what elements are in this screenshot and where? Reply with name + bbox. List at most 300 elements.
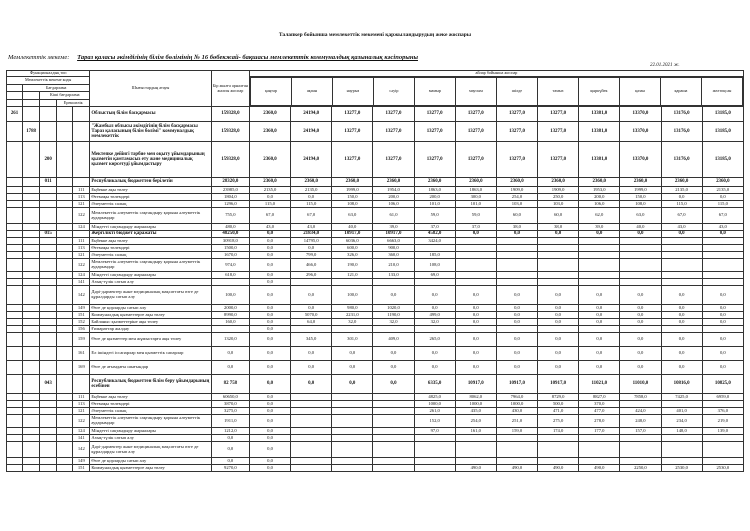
hdr-expense-name: Шығыстардың атауы [90, 71, 211, 107]
month-value-cell: 13370,0 [620, 122, 661, 142]
month-value-cell [414, 245, 455, 252]
month-value-cell: 0,0 [538, 286, 579, 305]
month-value-cell: 0,0 [414, 361, 455, 375]
month-value-cell: 7964,0 [496, 394, 537, 401]
month-value-cell: 0,0 [702, 286, 743, 305]
specifics-cell: 141 [73, 435, 90, 442]
month-value-cell [332, 442, 373, 458]
functional-group-cell [7, 442, 23, 458]
program-cell [40, 428, 57, 435]
specifics-cell: 151 [73, 312, 90, 319]
month-value-cell: 0,0 [702, 312, 743, 319]
institution-code-cell [23, 201, 40, 208]
month-value-cell: 32,0 [332, 319, 373, 326]
annual-total-cell: 1320,0 [211, 333, 249, 347]
expense-name-cell: Дәрі-дәрмектер және медициналық мақсаттағы өзге де құралдарды сатып алу [90, 442, 211, 458]
month-value-cell: 2360,0 [455, 178, 496, 187]
annual-total-cell: 28320,0 [211, 178, 249, 187]
expense-name-cell: Міндетті сақтандыру жарналары [90, 224, 211, 231]
month-value-cell: 2360,0 [249, 178, 290, 187]
month-value-cell: 0,0 [249, 442, 290, 458]
table-row [7, 401, 744, 408]
table-row [7, 305, 744, 312]
program-cell [40, 312, 57, 319]
subprogram-cell [57, 435, 73, 442]
month-value-cell [373, 394, 414, 401]
functional-group-cell [7, 312, 23, 319]
month-value-cell: 0,0 [249, 394, 290, 401]
month-value-cell [373, 401, 414, 408]
subprogram-cell [57, 279, 73, 286]
month-value-cell: 0,0 [620, 347, 661, 361]
month-value-cell: 200,0 [373, 194, 414, 201]
subprogram-cell [57, 415, 73, 428]
month-value-cell [496, 326, 537, 333]
month-value-cell [291, 442, 332, 458]
subprogram-cell [57, 458, 73, 465]
expense-name-cell: Әлеуметтік салық [90, 201, 211, 208]
month-value-cell: 490,0 [579, 465, 620, 472]
specifics-cell: 156 [73, 326, 90, 333]
table-row [7, 333, 744, 347]
month-value-cell: 2360,0 [249, 122, 290, 142]
month-value-cell [414, 458, 455, 465]
month-value-cell [496, 252, 537, 259]
table-row [7, 252, 744, 259]
institution-code-cell: 1788 [23, 122, 40, 142]
month-value-cell: 200,0 [579, 194, 620, 201]
program-cell: 200 [40, 142, 57, 178]
month-value-cell: 4825,0 [414, 394, 455, 401]
month-value-cell: 38,0 [538, 224, 579, 231]
institution-code-cell [23, 272, 40, 279]
month-value-cell: 1999,0 [332, 187, 373, 194]
month-value-cell: 0,0 [414, 347, 455, 361]
institution-code-cell [23, 401, 40, 408]
table-row [7, 245, 744, 252]
month-value-cell [291, 415, 332, 428]
month-value-cell: 0,0 [249, 312, 290, 319]
program-cell [40, 122, 57, 142]
month-value-cell [538, 259, 579, 272]
functional-group-cell [7, 187, 23, 194]
specifics-cell: 121 [73, 201, 90, 208]
month-value-cell [661, 259, 702, 272]
month-value-cell [702, 435, 743, 442]
month-value-cell [496, 435, 537, 442]
annual-total-cell: 9270,0 [211, 465, 249, 472]
expense-name-cell: Коммуналдық қызметтерге ақы төлеу [90, 465, 211, 472]
month-value-cell: 32,0 [414, 319, 455, 326]
table-row [7, 194, 744, 201]
month-value-cell: 0,0 [661, 361, 702, 375]
month-value-cell: 6959,0 [702, 394, 743, 401]
table-row [7, 231, 744, 238]
month-value-cell: 0,0 [620, 333, 661, 347]
hdr-institution-code: Мемлекеттік мекеме коды [7, 77, 90, 85]
month-value-cell [291, 408, 332, 415]
specifics-cell: 149 [73, 458, 90, 465]
annual-total-cell: 480,0 [211, 224, 249, 231]
expense-name-cell: Облыстың білім басқармасы [90, 107, 211, 122]
month-value-cell: 0,0 [373, 347, 414, 361]
subprogram-cell [57, 312, 73, 319]
table-row [7, 415, 744, 428]
subprogram-cell [57, 245, 73, 252]
month-value-cell [538, 272, 579, 279]
institution-code-cell [23, 326, 40, 333]
month-value-cell: 409,0 [373, 333, 414, 347]
month-value-cell: 150,0 [620, 194, 661, 201]
month-value-cell [579, 458, 620, 465]
month-value-cell [702, 326, 743, 333]
hdr-month: мамыр [414, 78, 455, 106]
table-row [7, 442, 744, 458]
annual-total-cell: 30918,0 [211, 238, 249, 245]
month-value-cell: 0,0 [249, 401, 290, 408]
month-value-cell: 2360,0 [249, 142, 290, 178]
month-value-cell [373, 326, 414, 333]
subprogram-cell [57, 465, 73, 472]
month-value-cell: 0,0 [249, 286, 290, 305]
table-row [7, 259, 744, 272]
month-value-cell: 0,0 [496, 319, 537, 326]
annual-total-cell: 82 758 [211, 375, 249, 394]
subprogram-cell [57, 401, 73, 408]
functional-group-cell [7, 201, 23, 208]
month-value-cell: 108,0 [414, 259, 455, 272]
functional-group-cell: 261 [7, 107, 23, 122]
program-cell [40, 252, 57, 259]
month-value-cell [579, 245, 620, 252]
table-row [7, 224, 744, 231]
hdr-months-group: айлар бойынша жоспар [249, 71, 743, 77]
program-cell [40, 245, 57, 252]
annual-total-cell: 1296,0 [211, 201, 249, 208]
table-row [7, 178, 744, 187]
month-value-cell: 0,0 [538, 361, 579, 375]
month-value-cell: 0,0 [620, 286, 661, 305]
table-row [7, 208, 744, 224]
functional-group-cell [7, 279, 23, 286]
functional-group-cell [7, 208, 23, 224]
table-row [7, 312, 744, 319]
month-value-cell [538, 252, 579, 259]
annual-total-cell [211, 326, 249, 333]
month-value-cell: 251,0 [496, 415, 537, 428]
month-value-cell: 13176,0 [661, 107, 702, 122]
annual-total-cell: 0,0 [211, 435, 249, 442]
functional-group-cell [7, 428, 23, 435]
program-cell [40, 361, 57, 375]
month-value-cell: 0,0 [291, 194, 332, 201]
specifics-cell [73, 178, 90, 187]
month-value-cell: 2360,0 [291, 178, 332, 187]
month-value-cell [661, 401, 702, 408]
month-value-cell: 157,0 [620, 428, 661, 435]
hdr-month: шілде [496, 78, 537, 106]
institution-code-cell [23, 312, 40, 319]
month-value-cell [620, 245, 661, 252]
program-cell: 015 [40, 231, 57, 238]
month-value-cell: 2231,0 [332, 312, 373, 319]
month-value-cell: 10825,0 [702, 375, 743, 394]
program-cell [40, 187, 57, 194]
table-row [7, 465, 744, 472]
month-value-cell: 0,0 [332, 361, 373, 375]
month-value-cell [702, 458, 743, 465]
expense-name-cell: Еңбекке ақы төлеу [90, 187, 211, 194]
program-cell [40, 208, 57, 224]
expense-name-cell: Өзге де ағымдағы шығындар [90, 361, 211, 375]
month-value-cell: 38,0 [496, 224, 537, 231]
month-value-cell: 161,0 [455, 428, 496, 435]
month-value-cell: 37,0 [414, 224, 455, 231]
month-value-cell: 43,0 [291, 224, 332, 231]
month-value-cell [496, 442, 537, 458]
expense-name-cell: Өтемақы төлемдері [90, 401, 211, 408]
financing-plan-table [6, 70, 744, 472]
month-value-cell: 250,0 [538, 194, 579, 201]
program-cell [40, 238, 57, 245]
month-value-cell: 174,0 [538, 428, 579, 435]
institution-code-cell [23, 252, 40, 259]
month-value-cell: 13176,0 [661, 122, 702, 142]
specifics-cell: 142 [73, 286, 90, 305]
expense-name-cell: Өтемақы төлемдері [90, 194, 211, 201]
month-value-cell: 10917,0 [538, 375, 579, 394]
month-value-cell: 13277,0 [455, 142, 496, 178]
month-value-cell: 115,0 [702, 201, 743, 208]
specifics-cell [73, 375, 90, 394]
document-date: 22.01.2021 ж. [650, 63, 680, 68]
month-value-cell: 60,0 [496, 208, 537, 224]
month-value-cell: 100,0 [332, 286, 373, 305]
month-value-cell [661, 238, 702, 245]
institution-code-cell [23, 142, 40, 178]
month-value-cell: 59,0 [455, 208, 496, 224]
month-value-cell [661, 279, 702, 286]
hdr-month: сәуір [373, 78, 414, 106]
month-value-cell: 0,0 [249, 194, 290, 201]
subprogram-cell [57, 326, 73, 333]
month-value-cell: 0,0 [579, 286, 620, 305]
functional-group-cell [7, 465, 23, 472]
month-value-cell: 11010,0 [620, 375, 661, 394]
expense-name-cell: Республикалық бюджеттен берілетін [90, 178, 211, 187]
month-value-cell: 67,0 [661, 208, 702, 224]
subprogram-cell [57, 408, 73, 415]
month-value-cell: 296,0 [291, 272, 332, 279]
month-value-cell: 13185,0 [702, 122, 743, 142]
annual-total-cell: 48250,0 [211, 231, 249, 238]
month-value-cell: 0,0 [291, 375, 332, 394]
subprogram-cell [57, 142, 73, 178]
month-value-cell: 39,0 [579, 224, 620, 231]
functional-group-cell [7, 408, 23, 415]
month-value-cell: 13277,0 [373, 122, 414, 142]
month-value-cell [661, 458, 702, 465]
month-value-cell [496, 458, 537, 465]
month-value-cell: 13277,0 [373, 142, 414, 178]
functional-group-cell [7, 326, 23, 333]
program-cell [40, 224, 57, 231]
month-value-cell [455, 458, 496, 465]
hdr-specifics: Ерекшелік [57, 99, 90, 107]
month-value-cell: 1000,0 [496, 401, 537, 408]
month-value-cell: 115,0 [291, 201, 332, 208]
month-value-cell: 0,0 [249, 279, 290, 286]
functional-group-cell [7, 375, 23, 394]
functional-group-cell [7, 347, 23, 361]
expense-name-cell: "Жамбыл облысы әкімдігінің білім басқармасы Тараз қаласының білім бөлімі" коммуналдық мемлекеттік [90, 122, 211, 142]
month-value-cell [455, 326, 496, 333]
month-value-cell: 43,0 [249, 224, 290, 231]
month-value-cell: 219,0 [702, 415, 743, 428]
month-value-cell: 0,0 [579, 347, 620, 361]
month-value-cell [496, 238, 537, 245]
specifics-cell: 122 [73, 208, 90, 224]
expense-name-cell: Өзге де қорларды сатып алу [90, 305, 211, 312]
specifics-cell: 122 [73, 415, 90, 428]
month-value-cell: 0,0 [249, 245, 290, 252]
specifics-cell: 121 [73, 252, 90, 259]
month-value-cell: 0,0 [249, 408, 290, 415]
month-value-cell [702, 279, 743, 286]
month-value-cell: 2135,0 [249, 187, 290, 194]
month-value-cell [661, 272, 702, 279]
subprogram-cell [57, 347, 73, 361]
month-value-cell: 0,0 [291, 245, 332, 252]
table-row [7, 408, 744, 415]
institution-code-cell [23, 178, 40, 187]
month-value-cell: 0,0 [249, 428, 290, 435]
expense-name-cell: Өзге де қорларды сатып алу [90, 458, 211, 465]
hdr-month: маусым [455, 78, 496, 106]
month-value-cell: 2360,0 [373, 178, 414, 187]
month-value-cell: 0,0 [702, 361, 743, 375]
month-value-cell [373, 408, 414, 415]
document-title: Талапкер бойынша мемлекеттік мекемені қаржыландырудың жеке жоспары [278, 32, 472, 38]
month-value-cell [661, 326, 702, 333]
hdr-month: қараша [660, 78, 701, 106]
month-value-cell: 1000,0 [455, 401, 496, 408]
month-value-cell: 2530,0 [702, 465, 743, 472]
month-value-cell: 10917,0 [332, 231, 373, 238]
month-value-cell: 1999,0 [620, 187, 661, 194]
month-value-cell [455, 252, 496, 259]
month-value-cell: 13277,0 [538, 122, 579, 142]
month-value-cell: 0,0 [496, 361, 537, 375]
month-value-cell: 13277,0 [414, 142, 455, 178]
month-value-cell: 24194,0 [291, 107, 332, 122]
table-row [7, 107, 744, 122]
month-value-cell: 0,0 [579, 333, 620, 347]
month-value-cell: 106,0 [579, 201, 620, 208]
month-value-cell: 13381,0 [579, 142, 620, 178]
month-value-cell: 185,0 [414, 252, 455, 259]
month-value-cell: 13185,0 [702, 142, 743, 178]
annual-total-cell: 8990,0 [211, 312, 249, 319]
functional-group-cell [7, 259, 23, 272]
month-value-cell [620, 259, 661, 272]
month-value-cell [620, 435, 661, 442]
specifics-cell: 124 [73, 428, 90, 435]
month-value-cell: 600,0 [332, 245, 373, 252]
functional-group-cell [7, 361, 23, 375]
month-value-cell: 345,0 [291, 333, 332, 347]
month-value-cell: 0,0 [291, 305, 332, 312]
month-value-cell [332, 458, 373, 465]
month-value-cell: 210,0 [373, 259, 414, 272]
hdr-month: қыркүйек [578, 78, 619, 106]
month-value-cell: 0,0 [538, 312, 579, 319]
hdr-month: наурыз [332, 78, 373, 106]
months-header [250, 77, 743, 106]
table-row [7, 375, 744, 394]
month-value-cell: 0,0 [661, 286, 702, 305]
institution-code-cell [23, 279, 40, 286]
institution-code-cell [23, 194, 40, 201]
month-value-cell: 103,0 [538, 201, 579, 208]
table-row [7, 326, 744, 333]
functional-group-cell [7, 272, 23, 279]
month-value-cell: 1863,0 [455, 187, 496, 194]
functional-group-cell [7, 333, 23, 347]
functional-group-cell [7, 224, 23, 231]
functional-group-cell [7, 401, 23, 408]
annual-total-cell: 0,0 [211, 347, 249, 361]
institution-code-cell [23, 231, 40, 238]
subprogram-cell [57, 361, 73, 375]
month-value-cell [702, 401, 743, 408]
month-value-cell: 2360,0 [661, 178, 702, 187]
month-value-cell: 0,0 [620, 305, 661, 312]
month-value-cell [538, 279, 579, 286]
expense-name-cell: Өтемақы төлемдері [90, 245, 211, 252]
month-value-cell [455, 238, 496, 245]
month-value-cell: 2360,0 [496, 178, 537, 187]
specifics-cell: 159 [73, 333, 90, 347]
institution-code-cell [23, 361, 40, 375]
month-value-cell: 13277,0 [455, 122, 496, 142]
subprogram-cell [57, 178, 73, 187]
institution-code-cell [23, 208, 40, 224]
month-value-cell [661, 435, 702, 442]
month-value-cell: 5070,0 [291, 312, 332, 319]
month-value-cell: 13277,0 [496, 122, 537, 142]
expense-name-cell: Мектепке дейінгі тәрбие мен оқыту ұйымдарының қызметін қамтамасыз ету және медициналық қызмет көрсетуді ұйымдастыру [90, 142, 211, 178]
month-value-cell: 0,0 [702, 333, 743, 347]
institution-code-cell [23, 238, 40, 245]
hdr-annual-total: Бір жылға арналған жалпы жоспар [211, 71, 249, 107]
month-value-cell [496, 272, 537, 279]
program-cell [40, 319, 57, 326]
month-value-cell: 499,0 [414, 312, 455, 319]
specifics-cell: 124 [73, 272, 90, 279]
month-value-cell: 376,0 [702, 408, 743, 415]
month-value-cell: 62,0 [579, 208, 620, 224]
month-value-cell: 39,0 [373, 224, 414, 231]
month-value-cell: 59,0 [414, 208, 455, 224]
month-value-cell: 466,0 [291, 259, 332, 272]
annual-total-cell: 3275,0 [211, 408, 249, 415]
month-value-cell [373, 279, 414, 286]
month-value-cell: 63,0 [620, 208, 661, 224]
program-cell [40, 286, 57, 305]
month-value-cell: 190,0 [332, 259, 373, 272]
program-cell [40, 394, 57, 401]
